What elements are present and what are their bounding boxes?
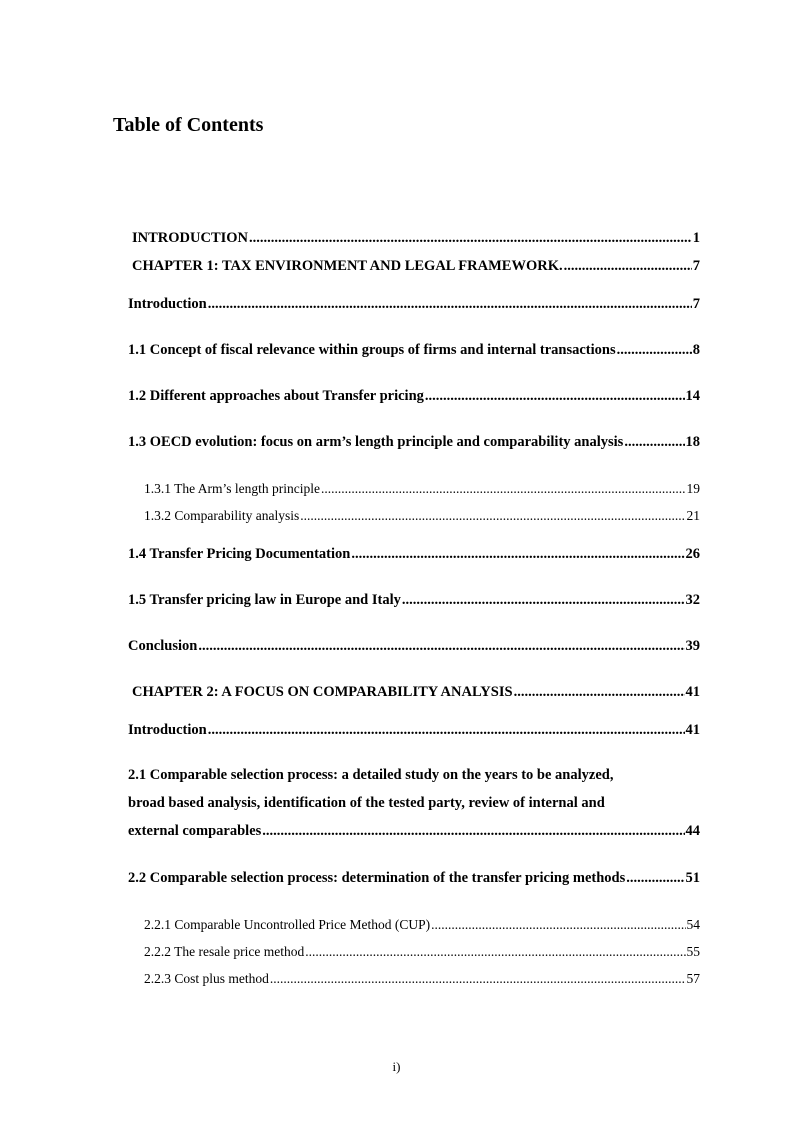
dot-leader xyxy=(402,591,685,609)
toc-entry-2-2-1[interactable]: 2.2.1 Comparable Uncontrolled Price Method (CUP) ..... 54 xyxy=(144,916,700,934)
toc-entry-1-1[interactable]: 1.1 Concept of fiscal relevance within groups of firms and internal transactions ..... 8 xyxy=(128,341,700,359)
dot-leader xyxy=(198,637,684,655)
dot-leader xyxy=(300,507,685,525)
page-number: 8 xyxy=(692,342,700,358)
dot-leader xyxy=(208,721,685,739)
toc-entry-ch1-conclusion[interactable]: Conclusion ..... 39 xyxy=(128,637,700,655)
entry-line-1: 2.1 Comparable selection process: a detailed study on the years to be analyzed, xyxy=(128,767,614,783)
dot-leader xyxy=(514,683,685,701)
toc-entry-2-2-3[interactable]: 2.2.3 Cost plus method ..... 57 xyxy=(144,970,700,988)
page-number: 7 xyxy=(692,296,700,312)
page-number: 7 xyxy=(692,258,700,274)
toc-entry-chapter-2[interactable]: CHAPTER 2: A FOCUS ON COMPARABILITY ANALYSIS ..... 41 xyxy=(132,683,700,701)
toc-entry-ch1-introduction[interactable]: Introduction ..... 7 xyxy=(128,295,700,313)
page-footer-number: i) xyxy=(392,1059,401,1074)
page-number: 14 xyxy=(685,388,700,404)
toc-entry-2-1[interactable] xyxy=(128,761,700,845)
dot-leader xyxy=(626,869,684,887)
dot-leader xyxy=(270,970,686,988)
toc-entry-1-3-1[interactable]: 1.3.1 The Arm’s length principle ..... 19 xyxy=(144,480,700,498)
page-number: 26 xyxy=(685,546,700,562)
toc-entry-1-3[interactable]: 1.3 OECD evolution: focus on arm’s length principle and comparability analysis ..... 18 xyxy=(128,433,700,451)
dot-leader xyxy=(249,229,692,247)
toc-entry-introduction[interactable]: INTRODUCTION ..... 1 xyxy=(132,229,700,247)
toc-entry-chapter-1[interactable]: CHAPTER 1: TAX ENVIRONMENT AND LEGAL FRAMEWORK. ..... 7 xyxy=(132,257,700,275)
page-number: 32 xyxy=(685,592,700,608)
toc-entry-1-5[interactable]: 1.5 Transfer pricing law in Europe and Italy ..... 32 xyxy=(128,591,700,609)
page-number: 19 xyxy=(686,481,700,496)
dot-leader xyxy=(425,387,685,405)
page-number: 21 xyxy=(686,508,700,523)
dot-leader xyxy=(351,545,684,563)
page-number: 55 xyxy=(686,944,700,959)
page-number: 51 xyxy=(685,870,700,886)
dot-leader xyxy=(564,257,692,275)
toc-entry-1-2[interactable]: 1.2 Different approaches about Transfer pricing ..... 14 xyxy=(128,387,700,405)
dot-leader xyxy=(617,341,692,359)
dot-leader xyxy=(624,433,684,451)
page-number: 41 xyxy=(685,684,700,700)
dot-leader xyxy=(321,480,686,498)
dot-leader xyxy=(262,817,684,845)
toc-entry-1-4[interactable]: 1.4 Transfer Pricing Documentation ..... 26 xyxy=(128,545,700,563)
page-number: 54 xyxy=(686,917,700,932)
entry-line-3: external comparables xyxy=(128,823,262,839)
page-number: 1 xyxy=(692,230,700,246)
toc-entry-ch2-introduction[interactable]: Introduction ..... 41 xyxy=(128,721,700,739)
dot-leader xyxy=(208,295,692,313)
entry-line-2: broad based analysis, identification of the tested party, review of internal and xyxy=(128,795,605,811)
toc-entry-1-3-2[interactable]: 1.3.2 Comparability analysis ..... 21 xyxy=(144,507,700,525)
page-number: 39 xyxy=(685,638,700,654)
page-number: 18 xyxy=(685,434,700,450)
page-number: 57 xyxy=(686,971,700,986)
page-number: 41 xyxy=(685,722,700,738)
toc-entry-2-2[interactable]: 2.2 Comparable selection process: determination of the transfer pricing methods ..... 51 xyxy=(128,869,700,887)
page-number: 44 xyxy=(685,823,700,839)
dot-leader xyxy=(431,916,685,934)
page-title: Table of Contents xyxy=(113,114,264,136)
toc-entry-2-2-2[interactable]: 2.2.2 The resale price method ..... 55 xyxy=(144,943,700,961)
dot-leader xyxy=(305,943,685,961)
